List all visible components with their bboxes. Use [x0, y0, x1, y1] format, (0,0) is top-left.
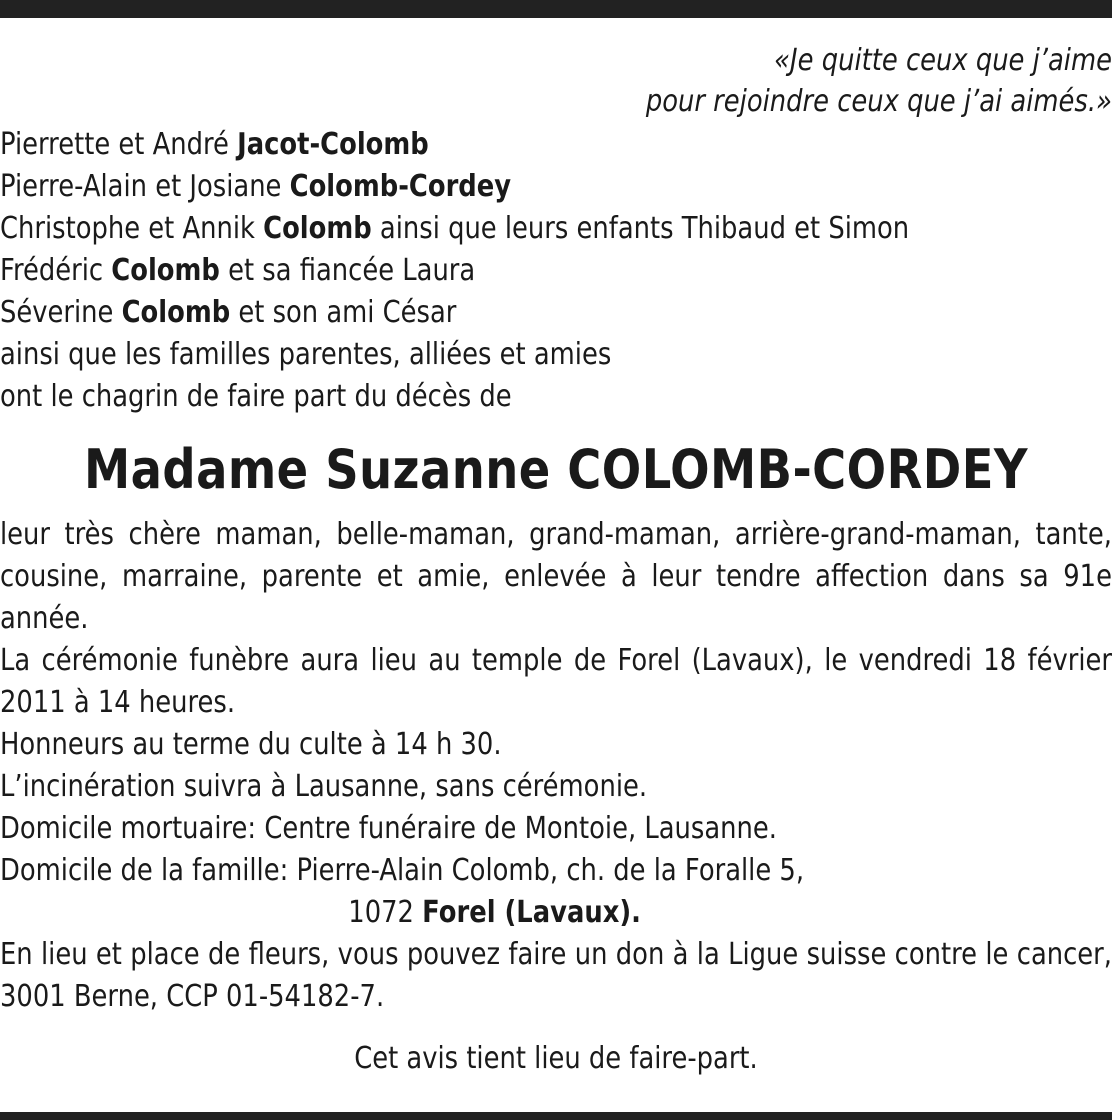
obituary-notice — [0, 40, 1112, 1080]
honneurs-line: Honneurs au terme du culte à 14 h 30. — [0, 727, 502, 762]
family-line: Christophe et Annik Colomb ainsi que leurs enfants Thibaud et Simon — [0, 211, 910, 246]
relation-paragraph: leur très chère maman, belle-maman, grand-maman, arrière-grand-maman, tante, cousine, marraine, parente et amie, enlevée à leur tendre affection dans sa 91e année. — [0, 517, 1112, 636]
families-extra: ainsi que les familles parentes, alliées et amies — [0, 337, 612, 372]
family-surname: Jacot-Colomb — [237, 127, 429, 162]
family-address-line-1: Domicile de la famille: Pierre-Alain Colomb, ch. de la Foralle 5, — [0, 853, 805, 888]
city-name: Forel (Lavaux). — [422, 895, 641, 930]
epigraph-quote — [0, 40, 1112, 122]
family-line: Séverine Colomb et son ami César — [0, 295, 457, 330]
family-line: Pierrette et André Jacot-Colomb — [0, 127, 429, 162]
family-address-line-2 — [0, 892, 956, 934]
family-list — [0, 124, 956, 418]
mortuary-address: Domicile mortuaire: Centre funéraire de Montoie, Lausanne. — [0, 811, 777, 846]
family-line: Pierre-Alain et Josiane Colomb-Cordey — [0, 169, 512, 204]
bottom-rule — [0, 1112, 1112, 1120]
quote-line-1: «Je quitte ceux que j’aime — [774, 43, 1112, 78]
donation-paragraph: En lieu et place de fleurs, vous pouvez faire un don à la Ligue suisse contre le cancer, 3001 Berne, CCP 01-54182-7. — [0, 937, 1112, 1014]
family-surname: Colomb — [121, 295, 231, 330]
quote-line-2: pour rejoindre ceux que j’ai aimés.» — [645, 84, 1112, 119]
family-surname: Colomb — [111, 253, 220, 288]
family-surname: Colomb-Cordey — [289, 169, 512, 204]
footer-note: Cet avis tient lieu de faire-part. — [354, 1041, 758, 1076]
announcement-line: ont le chagrin de faire part du décès de — [0, 379, 512, 414]
family-surname: Colomb — [263, 211, 372, 246]
ceremony-paragraph: La cérémonie funèbre aura lieu au temple de Forel (Lavaux), le vendredi 18 février 2011 à 14 heures. — [0, 643, 1112, 720]
top-rule — [0, 0, 1112, 18]
deceased-name: Madame Suzanne COLOMB-CORDEY — [83, 438, 1028, 501]
family-line: Frédéric Colomb et sa fiancée Laura — [0, 253, 476, 288]
incineration-line: L’incinération suivra à Lausanne, sans cérémonie. — [0, 769, 648, 804]
zip-code: 1072 — [348, 895, 423, 930]
